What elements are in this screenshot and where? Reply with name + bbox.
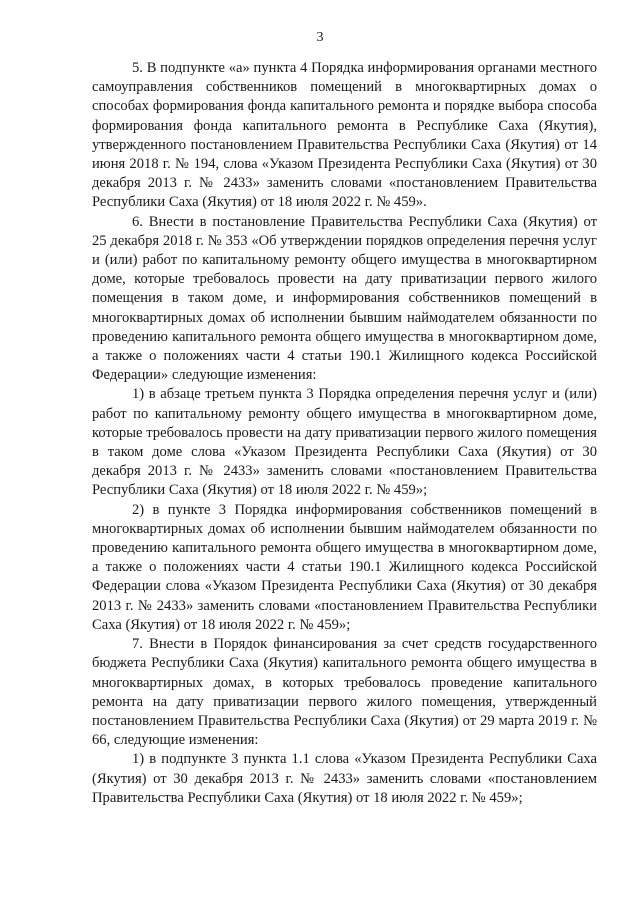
paragraph-item-6-subitem-2: 2) в пункте 3 Порядка информирования собственников помещений в многоквартирных домах об исполнении бывшим наймодателем обязанности по проведению капитального ремонта общего имущества в многоквартирном доме, а также о положениях части 4 статьи 190.1 Жилищного кодекса Российской Федерации слова «Указом Президента Республики Саха (Якутия) от 30 декабря 2013 г. № 2433» заменить словами «постановлением Правительства Республики Саха (Якутия) от 18 июля 2022 г. № 459»; <box>92 501 597 633</box>
paragraph-item-6: 6. Внести в постановление Правительства Республики Саха (Якутия) от 25 декабря 2018 г. № 353 «Об утверждении порядков определения перечня услуг и (или) работ по капитальному ремонту общего имущества в многоквартирном доме, которые требовалось провести на дату приватизации первого жилого помещения в таком доме, и информирования собственников помещений в многоквартирных домах об исполнении бывшим наймодателем обязанности по проведению капитального ремонта общего имущества в многоквартирном доме, а также о положениях части 4 статьи 190.1 Жилищного кодекса Российской Федерации» следующие изменения: <box>92 213 597 384</box>
paragraph-item-7-subitem-1: 1) в подпункте 3 пункта 1.1 слова «Указом Президента Республики Саха (Якутия) от 30 декабря 2013 г. № 2433» заменить словами «постановлением Правительства Республики Саха (Якутия) от 18 июля 2022 г. № 459»; <box>92 751 597 806</box>
paragraph-item-7: 7. Внести в Порядок финансирования за счет средств государственного бюджета Республики Саха (Якутия) капитального ремонта общего имущества в многоквартирных домах, в которых требовалось проведение капитального ремонта на дату приватизации первого жилого помещения, утвержденный постановлением Правительства Республики Саха (Якутия) от 29 марта 2019 г. № 66, следующие изменения: <box>92 636 597 749</box>
paragraph-item-6-subitem-1: 1) в абзаце третьем пункта 3 Порядка определения перечня услуг и (или) работ по капитальному ремонту общего имущества в многоквартирном доме, которые требовалось провести на дату приватизации первого жилого помещения в таком доме слова «Указом Президента Республики Саха (Якутия) от 30 декабря 2013 г. № 2433» заменить словами «постановлением Правительства Республики Саха (Якутия) от 18 июля 2022 г. № 459»; <box>92 386 597 499</box>
page-number: 3 <box>316 30 324 45</box>
paragraph-item-5: 5. В подпункте «а» пункта 4 Порядка информирования органами местного самоуправления собственников помещений в многоквартирных домах о способах формирования фонда капитального ремонта и порядке выбора способа формирования фонда капитального ремонта в Республике Саха (Якутия), утвержденного постановлением Правительства Республики Саха (Якутия) от 14 июня 2018 г. № 194, слова «Указом Президента Республики Саха (Якутия) от 30 декабря 2013 г. № 2433» заменить словами «постановлением Правительства Республики Саха (Якутия) от 18 июля 2022 г. № 459». <box>92 60 597 211</box>
document-body <box>92 59 597 808</box>
